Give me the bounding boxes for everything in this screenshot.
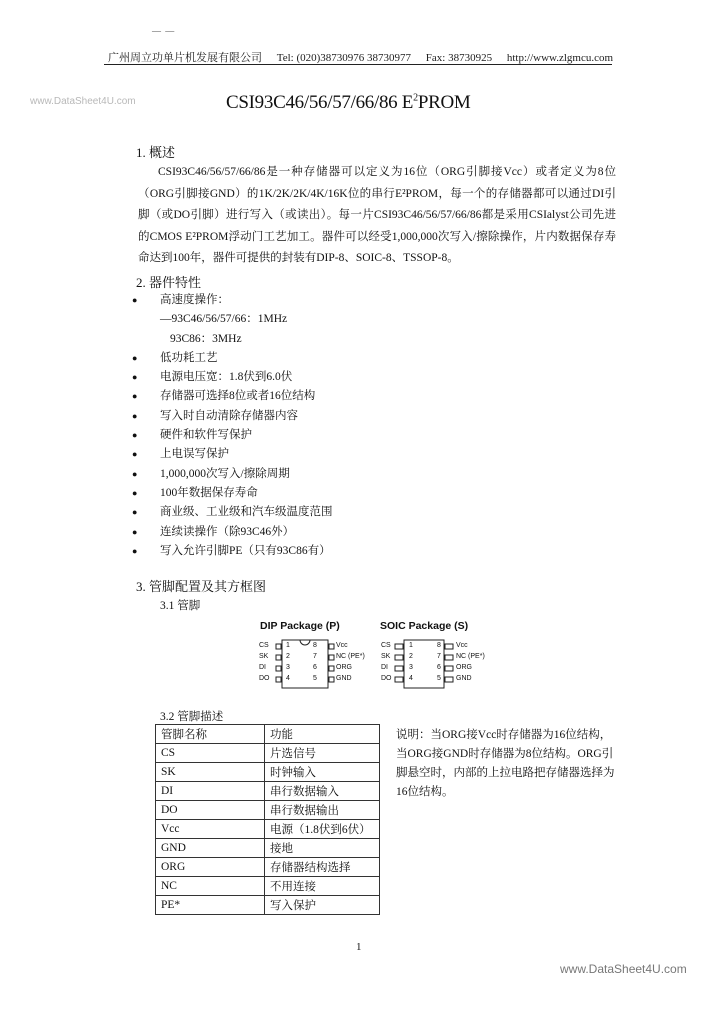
feature-item: ● 硬件和软件写保护 — [130, 426, 333, 445]
table-row — [156, 801, 380, 820]
footer-watermark[interactable]: www.DataSheet4U.com — [560, 962, 687, 976]
header-url[interactable]: http://www.zlgmcu.com — [506, 52, 614, 64]
dip-notch — [300, 640, 310, 645]
feature-item: ● 低功耗工艺 — [130, 349, 333, 368]
table-cell: 片选信号 — [265, 744, 380, 763]
table-cell: 时钟输入 — [265, 763, 380, 782]
table-cell: GND — [156, 839, 265, 858]
subsection-3-1-heading: 3.1 管脚 — [160, 600, 201, 612]
table-row — [156, 782, 380, 801]
top-mark: — — — [152, 26, 176, 36]
table-cell: 功能 — [265, 725, 380, 744]
company-name: 广州周立功单片机发展有限公司 — [108, 52, 262, 64]
pin-label: ORG — [456, 664, 472, 671]
table-row — [156, 820, 380, 839]
feature-item: ● 商业级、工业级和汽车级温度范围 — [130, 503, 333, 522]
pin-number: 8 — [313, 642, 317, 649]
section-3-heading: 3. 管脚配置及其方框图 — [136, 579, 267, 594]
pin-number: 2 — [409, 653, 413, 660]
pin-number: 2 — [286, 653, 290, 660]
table-cell: 串行数据输出 — [265, 801, 380, 820]
pin-label: NC (PE*) — [456, 653, 485, 660]
feature-item: ● 写入时自动清除存储器内容 — [130, 407, 333, 426]
pin-number: 4 — [286, 675, 290, 682]
title-superscript: 2 — [413, 92, 418, 104]
table-cell: 不用连接 — [265, 877, 380, 896]
pin-label: ORG — [336, 664, 352, 671]
pin-number: 5 — [437, 675, 441, 682]
feature-list — [130, 291, 333, 561]
soic-right-labels — [456, 642, 485, 686]
table-cell: SK — [156, 763, 265, 782]
title-suffix: PROM — [417, 92, 471, 113]
soic-left-numbers — [409, 642, 413, 686]
table-cell: NC — [156, 877, 265, 896]
feature-item: ● 1,000,000次写入/擦除周期 — [130, 465, 333, 484]
pin-number: 1 — [286, 642, 290, 649]
page-header — [108, 49, 612, 65]
pin-note: 说明：当ORG接Vcc时存储器为16位结构，当ORG接GND时存储器为8位结构。ORG引脚悬空时，内部的上拉电路把存储器选择为16位结构。 — [396, 729, 615, 798]
table-row — [156, 877, 380, 896]
pin-label: GND — [456, 675, 472, 682]
table-row — [156, 763, 380, 782]
feature-item: ● 高速度操作： — [130, 291, 333, 310]
table-cell: 电源（1.8伏到6伏） — [265, 820, 380, 839]
dip-right-numbers — [313, 642, 317, 686]
table-row — [156, 858, 380, 877]
table-cell: 存储器结构选择 — [265, 858, 380, 877]
pin-label: GND — [336, 675, 352, 682]
pin-number: 7 — [437, 653, 441, 660]
pin-label: CS — [259, 642, 269, 649]
dip-left-numbers — [286, 642, 290, 686]
page-number: 1 — [356, 941, 362, 953]
table-row — [156, 744, 380, 763]
pin-number: 4 — [409, 675, 413, 682]
pin-number: 3 — [409, 664, 413, 671]
title-main: CSI93C46/56/57/66/86 E — [226, 92, 414, 113]
pin-label: DI — [381, 664, 388, 671]
feature-item: —93C46/56/57/66：1MHz — [160, 313, 288, 326]
table-cell: ORG — [156, 858, 265, 877]
table-cell: 接地 — [265, 839, 380, 858]
dip-right-labels — [336, 642, 365, 686]
table-cell: DO — [156, 801, 265, 820]
table-row — [156, 839, 380, 858]
page-title — [226, 92, 470, 114]
pin-number: 6 — [437, 664, 441, 671]
pin-label: Vcc — [456, 642, 468, 649]
soic-package-title: SOIC Package (S) — [380, 620, 469, 632]
table-cell: 管脚名称 — [156, 725, 265, 744]
pin-number: 6 — [313, 664, 317, 671]
feature-item: ● 电源电压宽：1.8伏到6.0伏 — [130, 368, 333, 387]
pin-number: 5 — [313, 675, 317, 682]
watermark-link[interactable]: www.DataSheet4U.com — [30, 96, 136, 107]
feature-item: 93C86：3MHz — [170, 332, 242, 345]
table-cell: 串行数据输入 — [265, 782, 380, 801]
header-tel: Tel: (020)38730976 38730977 — [276, 52, 412, 64]
table-cell: 写入保护 — [265, 896, 380, 915]
pin-label: Vcc — [336, 642, 348, 649]
feature-item: ● 连续读操作（除93C46外） — [130, 523, 333, 542]
pin-number: 1 — [409, 642, 413, 649]
table-cell: CS — [156, 744, 265, 763]
overview-paragraph: CSI93C46/56/57/66/86是一种存储器可以定义为16位（ORG引脚接Vcc）或者定义为8位（ORG引脚接GND）的1K/2K/2K/4K/16K位的串行E²PROM，每一个的存储器都可以通过DI引脚（或DO引脚）进行写入（或读出）。每一片CSI93C46/56/57/66/86都是采用CSIalyst公司先进的CMOS E²PROM浮动门工艺加工。器件可以经受1,000,000次写入/擦除操作，片内数据保存寿命达到100年，器件可提供的封装有DIP-8、SOIC-8、TSSOP-8。 — [138, 166, 616, 264]
subsection-3-2-heading: 3.2 管脚描述 — [160, 711, 224, 723]
pin-label: DO — [381, 675, 392, 682]
pin-label: SK — [381, 653, 391, 660]
table-row — [156, 896, 380, 915]
pin-number: 7 — [313, 653, 317, 660]
section-1-heading: 1. 概述 — [136, 145, 176, 160]
pin-label: SK — [259, 653, 269, 660]
feature-item: ● 100年数据保存寿命 — [130, 484, 333, 503]
dip-pin-boxes — [276, 644, 334, 682]
section-2-heading: 2. 器件特性 — [136, 275, 202, 290]
feature-item: ● 上电误写保护 — [130, 445, 333, 464]
pin-label: NC (PE*) — [336, 653, 365, 660]
soic-left-labels — [381, 642, 392, 686]
soic-right-numbers — [437, 642, 441, 686]
pin-label: DI — [259, 664, 266, 671]
pin-number: 8 — [437, 642, 441, 649]
pin-label: DO — [259, 675, 270, 682]
table-row — [156, 725, 380, 744]
pin-number: 3 — [286, 664, 290, 671]
dip-package-title: DIP Package (P) — [260, 620, 340, 632]
dip-left-labels — [259, 642, 270, 686]
pin-description-table — [155, 724, 380, 915]
table-cell: DI — [156, 782, 265, 801]
feature-item: ● 存储器可选择8位或者16位结构 — [130, 387, 333, 406]
pin-label: CS — [381, 642, 391, 649]
table-cell: Vcc — [156, 820, 265, 839]
feature-item: ● 写入允许引脚PE（只有93C86有） — [130, 542, 333, 561]
header-fax: Fax: 38730925 — [425, 52, 493, 64]
table-cell: PE* — [156, 896, 265, 915]
header-divider — [104, 64, 612, 65]
